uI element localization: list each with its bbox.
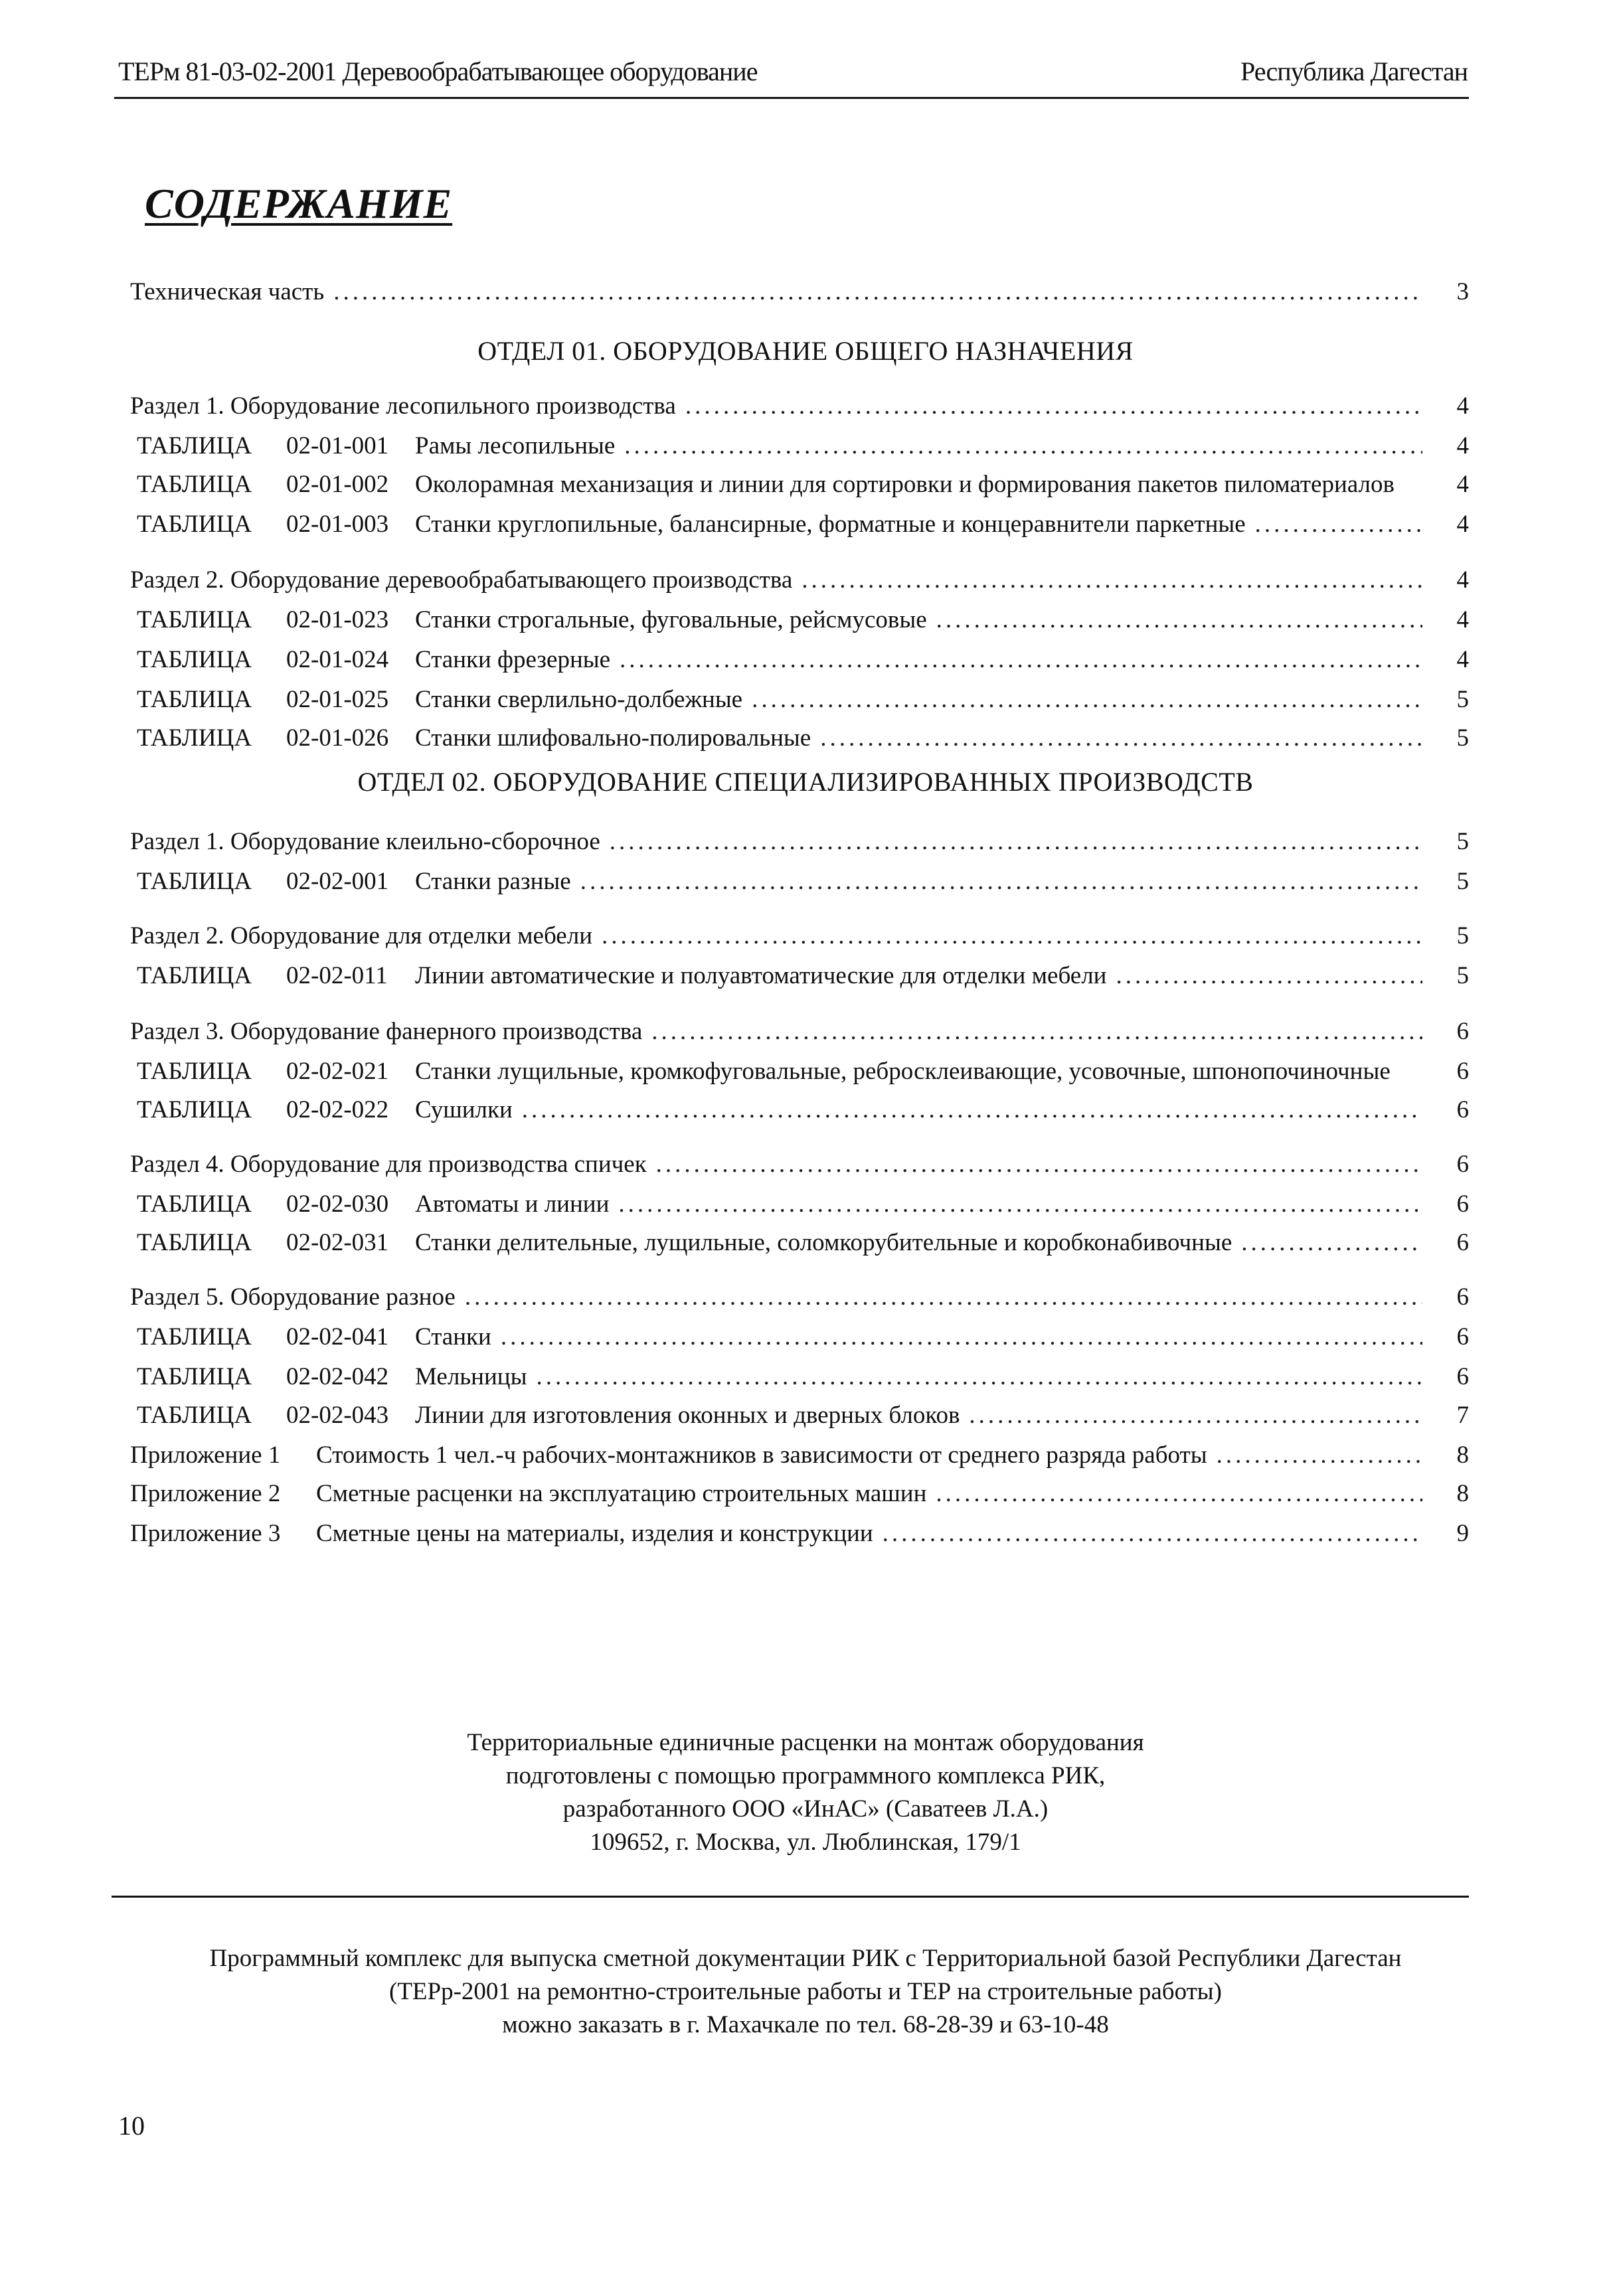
toc-page-number: 6 [1456, 1283, 1469, 1311]
toc-page-number: 6 [1456, 1190, 1469, 1218]
running-header-left: ТЕРм 81-03-02-2001 Деревообрабатывающее оборудование [118, 56, 758, 86]
ordering-info-block [0, 1942, 1611, 2042]
toc-page-number: 5 [1456, 962, 1469, 989]
toc-section-entry [130, 1283, 1469, 1311]
toc-entry-title: Линии для изготовления оконных и дверных блоков [415, 1402, 960, 1429]
dot-leader [465, 1283, 1422, 1311]
toc-page-number: 4 [1456, 646, 1469, 673]
toc-appendix-label: Приложение 1 [130, 1441, 281, 1469]
toc-entry-title: Околорамная механизация и линии для сортировки и формирования пакетов пиломатериалов [415, 471, 1395, 498]
toc-table-code: 02-02-011 [286, 962, 388, 989]
toc-entry-title: Автоматы и линии [415, 1190, 610, 1218]
toc-table-code: 02-02-022 [286, 1096, 389, 1123]
toc-entry-title: Техническая часть [130, 278, 325, 305]
toc-page-number: 5 [1456, 922, 1469, 949]
toc-entry-title: Станки сверлильно-долбежные [415, 686, 743, 713]
toc-table-code: 02-02-030 [286, 1190, 389, 1218]
toc-table-label: ТАБЛИЦА [137, 432, 252, 459]
toc-entry-title: Раздел 2. Оборудование для отделки мебели [130, 922, 592, 949]
dot-leader [1217, 1441, 1422, 1469]
toc-table-entry [137, 1228, 1469, 1257]
toc-table-label: ТАБЛИЦА [137, 724, 252, 752]
toc-section-entry [130, 1150, 1469, 1179]
toc-table-entry [137, 510, 1469, 538]
toc-table-code: 02-01-025 [286, 686, 389, 713]
toc-page-number: 6 [1456, 1096, 1469, 1123]
dot-leader [651, 1017, 1422, 1046]
toc-table-label: ТАБЛИЦА [137, 1402, 252, 1429]
dot-leader [580, 867, 1422, 896]
toc-appendix-entry [130, 1441, 1469, 1469]
toc-entry-title: Раздел 4. Оборудование для производства спичек [130, 1151, 647, 1178]
toc-table-code: 02-01-003 [286, 511, 389, 538]
toc-plain-entry [130, 278, 1469, 306]
toc-entry-title: Станки лущильные, кромкофуговальные, ребросклеивающие, усовочные, шпонопочиночные [415, 1058, 1391, 1085]
department-heading: ОТДЕЛ 02. ОБОРУДОВАНИЕ СПЕЦИАЛИЗИРОВАННЫХ ПРОИЗВОДСТВ [357, 767, 1254, 797]
toc-table-code: 02-02-043 [286, 1402, 389, 1429]
dot-leader [969, 1401, 1422, 1430]
toc-page-number: 6 [1456, 1363, 1469, 1390]
page-number: 10 [118, 2111, 145, 2141]
toc-page-number: 4 [1456, 511, 1469, 538]
toc-table-label: ТАБЛИЦА [137, 962, 252, 989]
footer-rule [112, 1896, 1469, 1898]
toc-table-code: 02-01-001 [286, 432, 389, 459]
toc-appendix-label: Приложение 3 [130, 1520, 281, 1547]
toc-table-code: 02-02-001 [286, 868, 389, 895]
dot-leader [333, 278, 1422, 306]
credits-line: Территориальные единичные расценки на монтаж оборудования [467, 1729, 1144, 1756]
toc-entry-title: Мельницы [415, 1363, 527, 1390]
toc-table-code: 02-01-024 [286, 646, 389, 673]
toc-table-label: ТАБЛИЦА [137, 511, 252, 538]
toc-table-label: ТАБЛИЦА [137, 1096, 252, 1123]
dot-leader [602, 922, 1422, 950]
toc-page-number: 8 [1456, 1480, 1469, 1507]
toc-table-entry [137, 961, 1469, 990]
page-title: СОДЕРЖАНИЕ [145, 180, 453, 227]
dot-leader [522, 1096, 1422, 1124]
credits-line: 109652, г. Москва, ул. Люблинская, 179/1 [590, 1829, 1021, 1856]
toc-entry-title: Сметные цены на материалы, изделия и конструкции [316, 1520, 873, 1547]
dot-leader [820, 724, 1422, 752]
toc-table-code: 02-01-026 [286, 724, 389, 752]
dot-leader [1241, 1228, 1422, 1257]
toc-table-label: ТАБЛИЦА [137, 1363, 252, 1390]
dot-leader [618, 1190, 1422, 1218]
department-heading: ОТДЕЛ 01. ОБОРУДОВАНИЕ ОБЩЕГО НАЗНАЧЕНИЯ [477, 336, 1134, 366]
dot-leader [1255, 510, 1422, 538]
toc-entry-title: Станки делительные, лущильные, соломкорубительные и коробконабивочные [415, 1229, 1232, 1256]
toc-page-number: 4 [1456, 606, 1469, 633]
ordering-info-line: (ТЕРр-2001 на ремонтно-строительные работы и ТЕР на строительные работы) [389, 1978, 1222, 2005]
dot-leader [610, 827, 1422, 856]
toc-entry-title: Сушилки [415, 1096, 513, 1123]
toc-entry-title: Стоимость 1 чел.-ч рабочих-монтажников в зависимости от среднего разряда работы [316, 1441, 1207, 1469]
toc-entry-title: Станки круглопильные, балансирные, форматные и концеравнители паркетные [415, 511, 1246, 538]
toc-table-entry [137, 470, 1469, 499]
toc-table-entry [137, 1190, 1469, 1218]
dot-leader [624, 432, 1422, 460]
toc-page-number: 7 [1456, 1402, 1469, 1429]
toc-table-entry [137, 1323, 1469, 1351]
toc-page-number: 5 [1456, 686, 1469, 713]
toc-section-entry [130, 566, 1469, 594]
toc-entry-title: Раздел 1. Оборудование лесопильного производства [130, 392, 676, 420]
toc-page-number: 6 [1456, 1058, 1469, 1085]
dot-leader [883, 1519, 1422, 1548]
toc-table-label: ТАБЛИЦА [137, 1190, 252, 1218]
toc-table-label: ТАБЛИЦА [137, 1058, 252, 1085]
toc-entry-title: Раздел 2. Оборудование деревообрабатывающего производства [130, 566, 793, 594]
toc-table-code: 02-01-023 [286, 606, 389, 633]
dot-leader [752, 685, 1422, 714]
ordering-info-line: можно заказать в г. Махачкале по тел. 68-28-39 и 63-10-48 [502, 2011, 1109, 2038]
toc-page-number: 8 [1456, 1441, 1469, 1469]
toc-entry-title: Раздел 1. Оборудование клеильно-сборочное [130, 828, 600, 855]
toc-table-label: ТАБЛИЦА [137, 1323, 252, 1351]
toc-page-number: 4 [1456, 471, 1469, 498]
toc-entry-title: Раздел 3. Оборудование фанерного производства [130, 1018, 643, 1045]
toc-table-label: ТАБЛИЦА [137, 686, 252, 713]
toc-table-code: 02-02-031 [286, 1229, 389, 1256]
toc-table-label: ТАБЛИЦА [137, 868, 252, 895]
toc-page-number: 6 [1456, 1323, 1469, 1351]
toc-table-entry [137, 867, 1469, 896]
toc-appendix-entry [130, 1479, 1469, 1508]
toc-appendix-label: Приложение 2 [130, 1480, 281, 1507]
toc-entry-title: Станки разные [415, 868, 571, 895]
toc-table-code: 02-01-002 [286, 471, 389, 498]
toc-table-label: ТАБЛИЦА [137, 1229, 252, 1256]
toc-entry-title: Станки [415, 1323, 491, 1351]
dot-leader [536, 1362, 1422, 1391]
toc-table-label: ТАБЛИЦА [137, 471, 252, 498]
toc-table-entry [137, 685, 1469, 714]
toc-page-number: 5 [1456, 868, 1469, 895]
toc-page-number: 6 [1456, 1018, 1469, 1045]
toc-entry-title: Линии автоматические и полуавтоматические для отделки мебели [415, 962, 1107, 989]
credits-block [0, 1726, 1611, 1859]
toc-table-entry [137, 645, 1469, 674]
toc-entry-title: Сметные расценки на эксплуатацию строительных машин [316, 1480, 927, 1507]
toc-page-number: 5 [1456, 828, 1469, 855]
ordering-info-line: Программный комплекс для выпуска сметной документации РИК с Территориальной базой Республики Дагестан [209, 1945, 1402, 1972]
toc-entry-title: Станки шлифовально-полировальные [415, 724, 811, 752]
toc-page-number: 4 [1456, 392, 1469, 420]
toc-page-number: 9 [1456, 1520, 1469, 1547]
toc-table-entry [137, 606, 1469, 634]
toc-table-entry [137, 1057, 1469, 1086]
dot-leader [620, 645, 1422, 674]
toc-table-entry [137, 1401, 1469, 1430]
toc-section-entry [130, 1017, 1469, 1046]
toc-page-number: 4 [1456, 566, 1469, 594]
running-header-right: Республика Дагестан [1240, 56, 1468, 86]
toc-table-label: ТАБЛИЦА [137, 606, 252, 633]
toc-table-code: 02-02-041 [286, 1323, 389, 1351]
credits-line: подготовлены с помощью программного комплекса РИК, [505, 1762, 1106, 1789]
toc-appendix-entry [130, 1519, 1469, 1548]
toc-table-code: 02-02-021 [286, 1058, 389, 1085]
toc-table-entry [137, 1362, 1469, 1391]
dot-leader [936, 1479, 1422, 1508]
toc-section-entry [130, 392, 1469, 420]
toc-table-label: ТАБЛИЦА [137, 646, 252, 673]
dot-leader [1116, 961, 1422, 990]
toc-entry-title: Рамы лесопильные [415, 432, 616, 459]
toc-section-entry [130, 922, 1469, 950]
toc-table-code: 02-02-042 [286, 1363, 389, 1390]
dot-leader [802, 566, 1422, 594]
dot-leader [685, 392, 1422, 420]
toc-page-number: 5 [1456, 724, 1469, 752]
toc-table-entry [137, 432, 1469, 460]
dot-leader [501, 1323, 1422, 1351]
toc-table-entry [137, 1096, 1469, 1124]
toc-section-entry [130, 827, 1469, 856]
toc-page-number: 3 [1456, 278, 1469, 305]
toc-table-entry [137, 724, 1469, 752]
credits-line: разработанного ООО «ИнАС» (Саватеев Л.А.) [562, 1795, 1049, 1823]
toc-page-number: 6 [1456, 1151, 1469, 1178]
toc-page-number: 4 [1456, 432, 1469, 459]
toc-entry-title: Станки фрезерные [415, 646, 611, 673]
dot-leader [936, 606, 1422, 634]
toc-entry-title: Станки строгальные, фуговальные, рейсмусовые [415, 606, 927, 633]
toc-entry-title: Раздел 5. Оборудование разное [130, 1283, 456, 1311]
dot-leader [656, 1150, 1422, 1179]
toc-page-number: 6 [1456, 1229, 1469, 1256]
